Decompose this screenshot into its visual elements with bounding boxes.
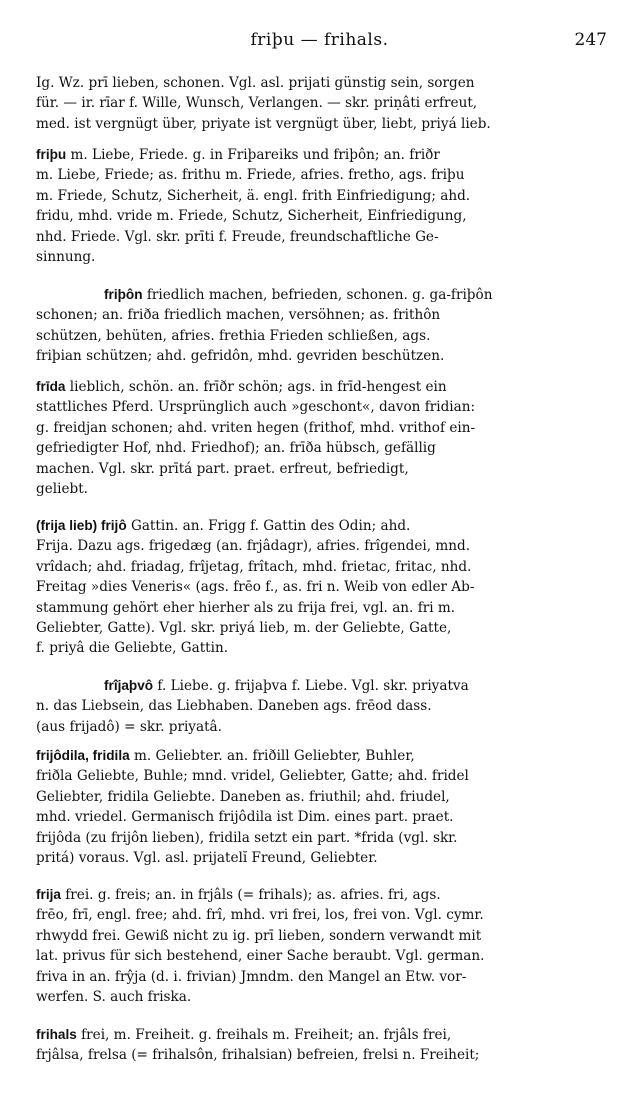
entry-line xyxy=(36,1045,606,1065)
line-text: schützen, behüten, afries. frethia Frieden schließen, ags. xyxy=(36,327,431,344)
line-text: Geliebter, Gatte). Vgl. skr. priyá lieb, m. der Geliebte, Gatte, xyxy=(36,620,452,636)
entry-line xyxy=(36,459,606,479)
line-text: lat. privus für sich bestehend, einer Sache beraubt. Vgl. german. xyxy=(36,948,485,965)
entry-line xyxy=(36,618,606,638)
entry-line xyxy=(36,638,606,658)
entry-line xyxy=(36,1025,606,1045)
line-text: gefriedigter Hof, nhd. Friedhof); an. frīða hübsch, gefällig xyxy=(36,440,436,457)
line-text: mhd. vriedel. Germanisch frijôdila ist Dim. eines part. praet. xyxy=(36,809,454,826)
line-text: frjâlsa, frelsa (= frihalsôn, frihalsian) befreien, frelsi n. Freiheit; xyxy=(36,1047,480,1064)
entry-line xyxy=(36,746,606,766)
entry-line xyxy=(36,397,606,417)
entry-line xyxy=(36,247,606,267)
entry-line xyxy=(36,905,606,925)
line-text: stattliches Pferd. Ursprünglich auch »geschont«, davon fridian: xyxy=(36,399,476,416)
entry-line xyxy=(36,73,606,93)
entry-line xyxy=(36,377,606,397)
line-text: rhwydd frei. Gewiß nicht zu ig. prī lieben, sondern verwandt mit xyxy=(36,927,482,944)
headword: frihals xyxy=(36,1027,77,1042)
line-text: machen. Vgl. skr. prītá part. praet. erfreut, befriedigt, xyxy=(36,460,409,477)
line-text: lieblich, schön. an. frīðr schön; ags. in frīd-hengest ein xyxy=(65,379,447,395)
line-text: friðla Geliebte, Buhle; mnd. vridel, Geliebter, Gatte; ahd. fridel xyxy=(36,768,469,785)
line-text: f. priyâ die Geliebte, Gattin. xyxy=(36,640,229,657)
entry-line xyxy=(36,536,606,556)
entry-line xyxy=(36,145,606,165)
line-text: (aus frijadô) = skr. priyatâ. xyxy=(36,718,222,735)
entry-line xyxy=(36,418,606,438)
line-text: m. Friede, Schutz, Sicherheit, ä. engl. frith Einfriedigung; ahd. xyxy=(36,187,471,204)
entry-line xyxy=(36,326,606,346)
entry-line xyxy=(36,206,606,226)
line-text: sinnung. xyxy=(36,249,96,265)
line-text: m. Liebe, Friede. g. in Friþareiks und friþôn; an. friðr xyxy=(66,147,440,163)
line-text: frēo, frī, engl. free; ahd. frî, mhd. vri frei, los, frei von. Vgl. cymr. xyxy=(36,907,484,924)
headword: frija xyxy=(36,887,61,902)
entry-line xyxy=(36,598,606,618)
entry-line xyxy=(36,787,606,807)
headword: friþu xyxy=(36,147,67,162)
entry-line xyxy=(36,946,606,966)
entry-line xyxy=(36,828,606,848)
entry-line xyxy=(104,676,606,696)
entry-line xyxy=(36,438,606,458)
running-header xyxy=(32,30,607,54)
entry-line xyxy=(36,93,606,113)
line-text: f. Liebe. g. frijaþva f. Liebe. Vgl. skr. priyatva xyxy=(153,678,469,694)
line-text: Geliebter, fridila Geliebte. Daneben as. friuthil; ahd. friudel, xyxy=(36,788,450,805)
entry-line xyxy=(36,848,606,868)
line-text: med. ist vergnügt über, priyate ist vergnügt über, liebt, priyá lieb. xyxy=(36,115,491,132)
line-text: frijôda (zu frijôn lieben), fridila setzt ein part. *frida (vgl. skr. xyxy=(36,829,458,846)
entry-line xyxy=(36,516,606,536)
headword: frîjaþvô xyxy=(104,678,154,693)
entry-line xyxy=(36,967,606,987)
entry-line xyxy=(36,305,606,325)
entry-line xyxy=(36,807,606,827)
header-title: friþu — frihals. xyxy=(250,30,389,50)
entry-line xyxy=(36,557,606,577)
headword: frīda xyxy=(36,379,66,394)
line-text: friedlich machen, befrieden, schonen. g. ga-friþôn xyxy=(142,287,493,303)
line-text: Frija. Dazu ags. frigedæg (an. frjâdagr), afries. frîgendei, mnd. xyxy=(36,538,471,555)
page-number: 247 xyxy=(574,30,607,50)
line-text: für. — ir. rīar f. Wille, Wunsch, Verlangen. — skr. priṇâti erfreut, xyxy=(36,95,478,112)
line-text: friva in an. frŷja (d. i. frivian) Jmndm. den Mangel an Etw. vor- xyxy=(36,968,467,985)
entry-line xyxy=(36,717,606,737)
line-text: frei, m. Freiheit. g. freihals m. Freiheit; an. frjâls frei, xyxy=(76,1027,452,1043)
line-text: friþian schützen; ahd. gefridôn, mhd. gevriden beschützen. xyxy=(36,348,445,365)
line-text: frei. g. freis; an. in frjâls (= frihals); as. afries. fri, ags. xyxy=(60,887,441,903)
line-text: pritá) voraus. Vgl. asl. prijatelĭ Freund, Geliebter. xyxy=(36,850,378,866)
entry-line xyxy=(36,885,606,905)
line-text: fridu, mhd. vride m. Friede, Schutz, Sicherheit, Einfriedigung, xyxy=(36,208,467,225)
line-text: m. Liebe, Friede; as. frithu m. Friede, afries. fretho, ags. friþu xyxy=(36,167,465,184)
entry-line xyxy=(36,696,606,716)
entry-line xyxy=(36,577,606,597)
entry-line xyxy=(36,165,606,185)
entry-line xyxy=(36,987,606,1007)
entry-line xyxy=(36,227,606,247)
line-text: Freitag »dies Veneris« (ags. frēo f., as. fri n. Weib von edler Ab- xyxy=(36,579,475,596)
line-text: werfen. S. auch friska. xyxy=(36,989,192,1005)
line-text: stammung gehört eher hierher als zu frija frei, vgl. an. fri m. xyxy=(36,599,456,616)
headword: friþôn xyxy=(104,287,143,302)
headword: frijôdila, fridila xyxy=(36,748,130,763)
entry-line xyxy=(104,285,606,305)
line-text: nhd. Friede. Vgl. skr. prīti f. Freude, freundschaftliche Ge- xyxy=(36,228,439,245)
entry-line xyxy=(36,766,606,786)
line-text: schonen; an. friða friedlich machen, versöhnen; as. frithôn xyxy=(36,307,441,324)
line-text: vrîdach; ahd. friadag, frîjetag, frîtach, mhd. frietac, fritac, nhd. xyxy=(36,558,472,575)
line-text: Gattin. an. Frigg f. Gattin des Odin; ahd. xyxy=(126,518,411,534)
line-text: Ig. Wz. prī lieben, schonen. Vgl. asl. prijati günstig sein, sorgen xyxy=(36,75,475,91)
entry-line xyxy=(36,186,606,206)
line-text: geliebt. xyxy=(36,481,88,497)
entry-line xyxy=(36,346,606,366)
entry-line xyxy=(36,926,606,946)
line-text: m. Geliebter. an. friðill Geliebter, Buhler, xyxy=(129,748,415,764)
entry-line xyxy=(36,114,606,134)
headword: (frija lieb) frijô xyxy=(36,518,127,533)
line-text: g. freidjan schonen; ahd. vriten hegen (frithof, mhd. vrithof ein- xyxy=(36,419,476,436)
entry-line xyxy=(36,479,606,499)
line-text: n. das Liebsein, das Liebhaben. Daneben ags. frēod dass. xyxy=(36,698,432,715)
